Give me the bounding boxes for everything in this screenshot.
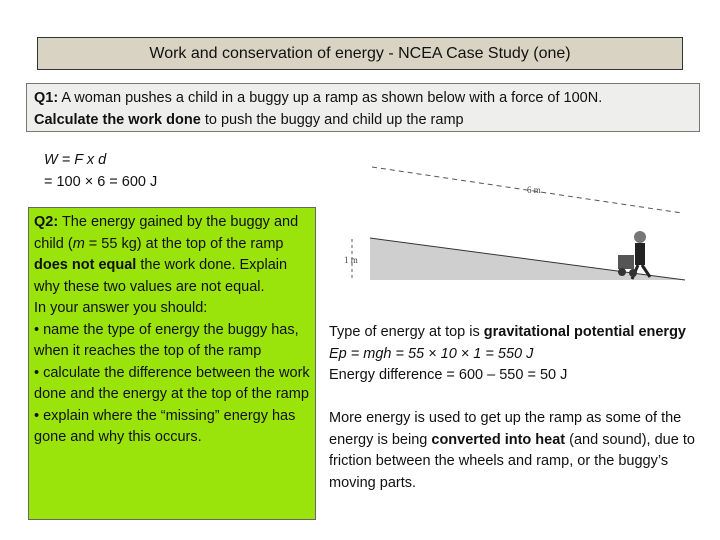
- question-1-box: [26, 83, 700, 132]
- q2-label: Q2:: [34, 214, 59, 230]
- potential-energy-calc: Ep = mgh = 55 × 10 × 1 = 550 J: [329, 345, 534, 362]
- question-2-box: [28, 207, 316, 520]
- q2-text: The energy gained by the buggy and child (: [34, 214, 299, 252]
- height-label: 1 m: [344, 255, 358, 265]
- answer-block: [329, 322, 719, 494]
- energy-difference: Energy difference = 600 – 550 = 50 J: [329, 367, 568, 383]
- q1-text: A woman pushes a child in a buggy up a ramp as shown below with a force of 100N.: [58, 90, 603, 106]
- q2-instructions: In your answer you should:: [34, 300, 208, 316]
- q2-text: = 55 kg) at the top of the ramp: [84, 235, 284, 252]
- answer-text: Type of energy at top is: [329, 324, 484, 340]
- answer-text: (and sound), due to friction between the wheels and ramp, or the buggy’s moving parts.: [329, 431, 695, 491]
- formula: W = F x d: [44, 152, 107, 168]
- q1-rest: to push the buggy and child up the ramp: [200, 112, 464, 128]
- length-label: 6 m: [527, 185, 541, 195]
- answer-bold: gravitational potential energy: [483, 324, 687, 340]
- q2-text: the work done. Explain why these two values are not equal.: [34, 257, 288, 295]
- woman-with-buggy-icon: [618, 231, 650, 279]
- answer-text: More energy is used to get up the ramp as some of the energy is being: [329, 410, 682, 448]
- q1-label: Q1:: [34, 90, 59, 106]
- page-title: Work and conservation of energy - NCEA Case Study (one): [37, 37, 683, 70]
- q1-bold: Calculate the work done: [34, 112, 201, 128]
- work-result: = 100 × 6 = 600 J: [44, 174, 158, 190]
- mass-symbol: m: [72, 235, 85, 252]
- q2-bold: does not equal: [34, 257, 137, 273]
- q2-bullet: • name the type of energy the buggy has, when it reaches the top of the ramp: [34, 321, 299, 359]
- answer-bold: converted into heat: [431, 431, 566, 448]
- work-calculation: [44, 149, 157, 193]
- ramp-diagram: [340, 155, 700, 285]
- q2-bullet: • calculate the difference between the work done and the energy at the top of the ramp: [34, 364, 310, 402]
- q2-bullet: • explain where the “missing” energy has gone and why this occurs.: [34, 407, 296, 445]
